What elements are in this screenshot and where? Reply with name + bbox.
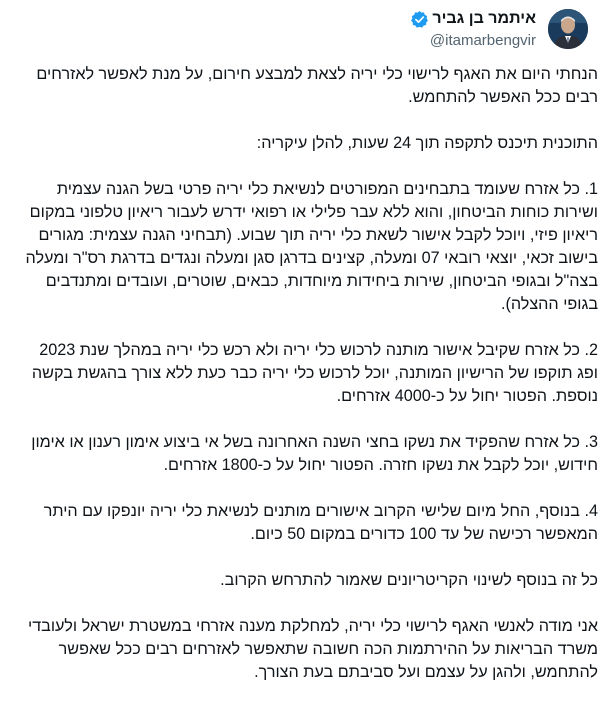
- tweet-paragraph: 3. כל אזרח שהפקיד את נשקו בחצי השנה האחרונה בשל אי ביצוע אימון רענון או אימון חידוש, יוכל לקבל את נשקו חזרה. הפטור יחול על כ-1800 אזרחים.: [31, 433, 598, 474]
- author-display-name[interactable]: איתמר בן גביר: [432, 10, 536, 27]
- avatar[interactable]: [548, 9, 588, 49]
- tweet-paragraph: 4. בנוסף, החל מיום שלישי הקרוב אישורים מותנים לנשיאת כלי יריה יונפקו עם היתר המאפשר רכישה של עד 100 כדורים במקום 50 כיום.: [43, 502, 598, 543]
- avatar-image: [548, 9, 588, 49]
- tweet-paragraph: כל זה בנוסף לשינוי הקריטריונים שאמור להתרחש הקרוב.: [220, 571, 598, 589]
- tweet-paragraph: התוכנית תיכנס לתקפה תוך 24 שעות, להלן עיקריה:: [256, 134, 598, 152]
- author-handle[interactable]: @itamarbengvir: [429, 32, 536, 49]
- verified-badge-icon: [410, 10, 429, 29]
- tweet-paragraph: 2. כל אזרח שקיבל אישור מותנה לרכוש כלי יריה ולא רכש כלי יריה במהלך שנת 2023 ופג תוקפו של הרישיון המותנה, יוכל לרכוש כלי יריה כבר כעת ללא צורך בהגשת בקשה נוספת. הפטור יחול על כ-4000 אזרחים.: [31, 341, 598, 405]
- tweet-paragraph: 1. כל אזרח שעומד בתבחינים המפורטים לנשיאת כלי יריה פרטי בשל הגנה עצמית ושירות כוחות הביטחון, והוא ללא עבר פלילי או רפואי ידרש לעבור ריאיון טלפוני במקום ריאיון פיזי, ויוכל לקבל אישור לשאת כלי יריה תוך שבוע. (תבחיני הגנה עצמית: מגורים בישוב זכאי, יוצאי רובאי 07 ומעלה, קצינים בדרגן סגן ומעלה ונגדים בדרגת רס"ר ומעלה בצה"ל ובגופי הביטחון, שירות ביחידות מיוחדות, כבאים, שוטרים, ועובדים ומתנדבים בגופי ההצלה).: [25, 180, 598, 313]
- tweet-text: [16, 63, 598, 707]
- tweet-paragraph: אני מודה לאנשי האגף לרישוי כלי יריה, למחלקת מענה אזרחי במשטרת ישראל ולעובדי משרד הבריאות על ההירתמות הכה חשובה שתאפשר לאזרחים רבים ככל שאפשר להתחמש, ולהגן על עצמם ועל סביבתם בעת הצורך.: [27, 617, 598, 681]
- author-names: [410, 9, 536, 51]
- tweet-paragraph: הנחתי היום את האגף לרישוי כלי יריה לצאת למבצע חירום, על מנת לאפשר לאזרחים רבים ככל האפשר להתחמש.: [36, 65, 598, 106]
- author-block[interactable]: [410, 9, 588, 51]
- tweet-header: [0, 0, 607, 60]
- display-name-row[interactable]: [410, 9, 536, 29]
